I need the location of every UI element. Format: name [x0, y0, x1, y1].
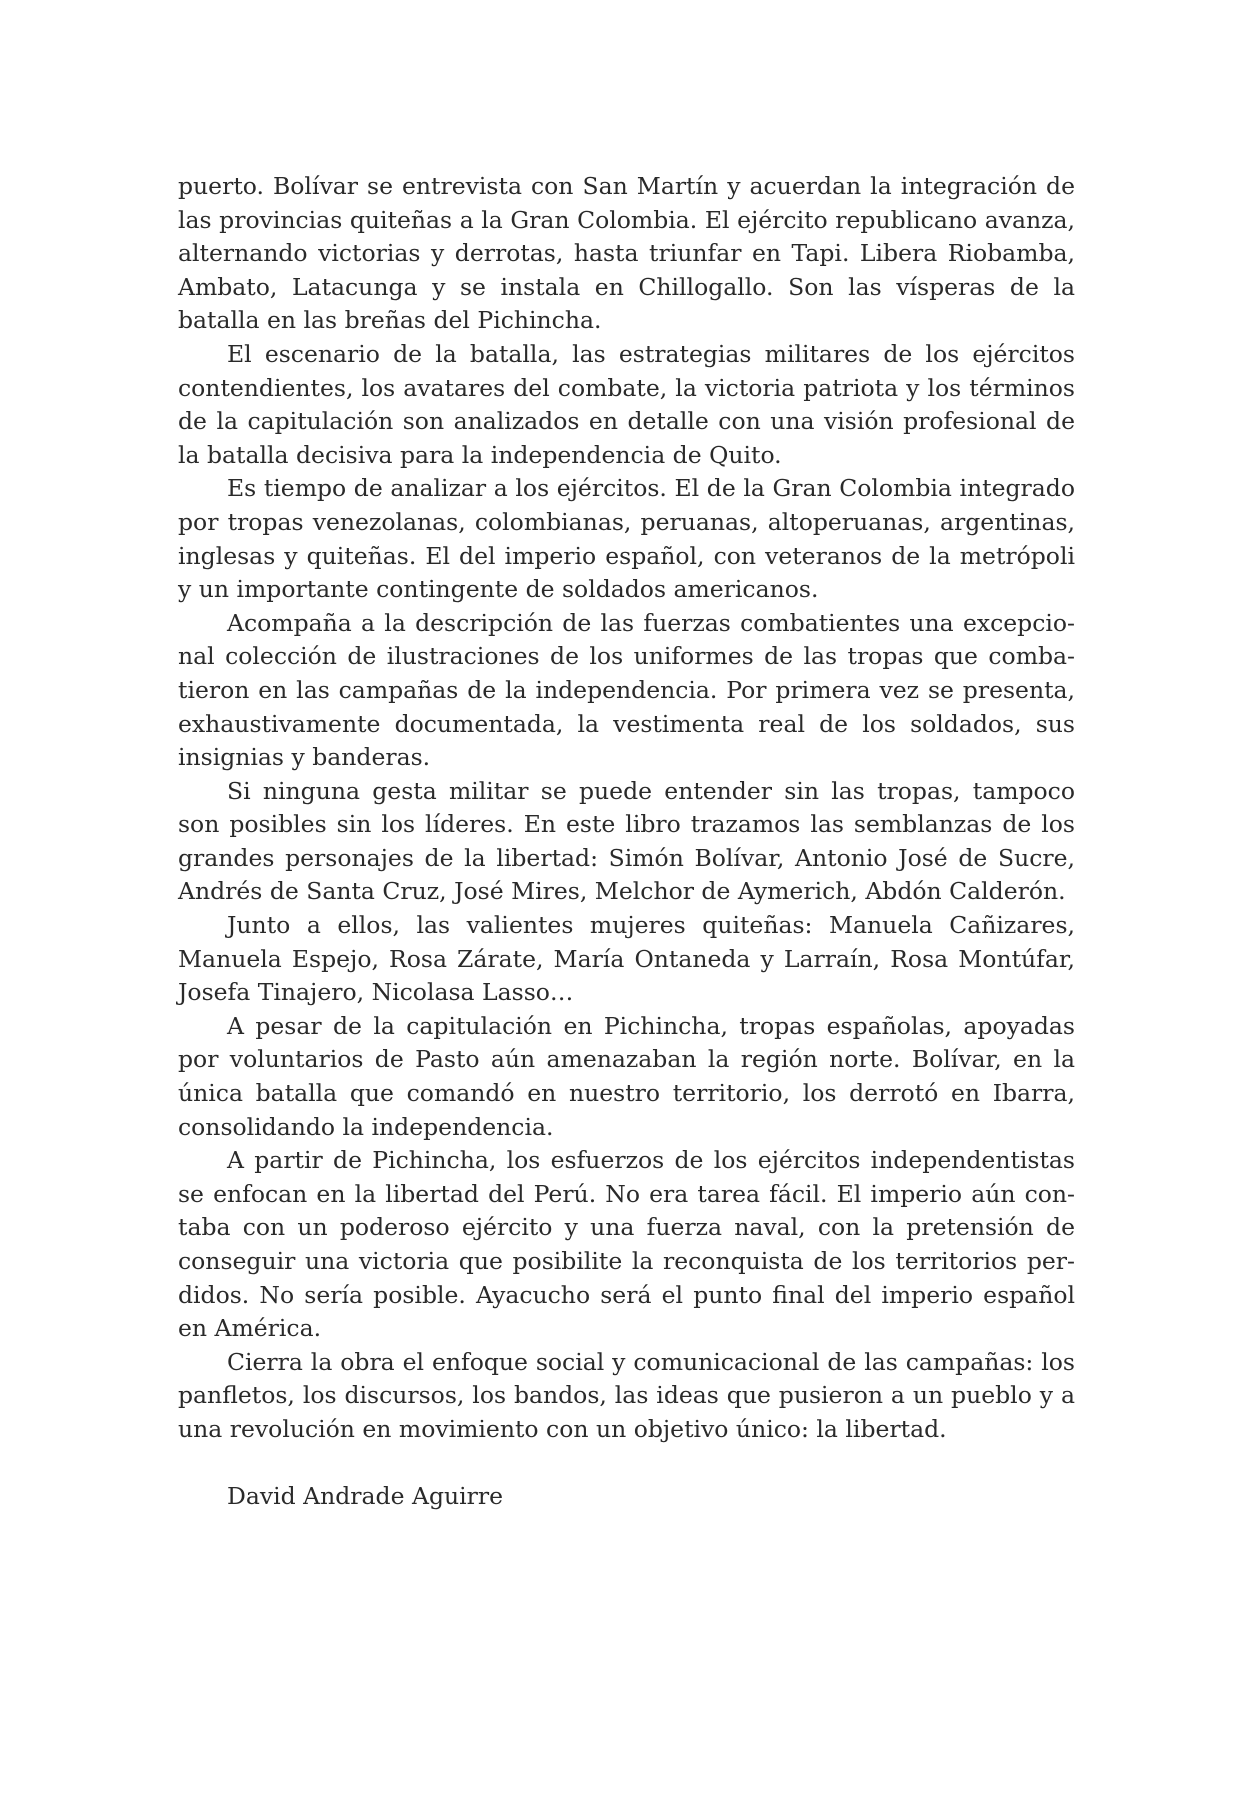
paragraph-9: Cierra la obra el enfoque social y comunicacional de las campañas: los panfletos, los discursos, los bandos, las ideas que pusieron a un pueblo y a una revolución en movimiento con un objetivo único: la libertad. — [178, 1347, 1075, 1443]
paragraph-3: Es tiempo de analizar a los ejércitos. El de la Gran Colombia integrado por tropas venezolanas, colombianas, peruanas, altoperuanas, argentinas, inglesas y quiteñas. El del imperio español, con veteranos de la metrópoli y un importante contingente de soldados americanos. — [178, 474, 1075, 604]
paragraph-2: El escenario de la batalla, las estrategias militares de los ejércitos contendientes, los avatares del combate, la victoria patriota y los términos de la capitulación son analizados en detalle con una visión profesional de la batalla decisiva para la independencia de Quito. — [178, 339, 1075, 469]
paragraph-6: Junto a ellos, las valientes mujeres quiteñas: Manuela Cañizares, Manuela Espejo, Rosa Zárate, María Ontaneda y Larraín, Rosa Montúfar, Josefa Tinajero, Nicolasa Lasso… — [178, 911, 1075, 1007]
paragraph-4: Acompaña a la descripción de las fuerzas combatientes una excepcional colección de ilustraciones de los uniformes de las tropas que combatieron en las campañas de la independencia. Por primera vez se presenta, exhaustivamente documentada, la vestimenta real de los soldados, sus insignias y banderas. — [178, 608, 1075, 772]
paragraph-5: Si ninguna gesta militar se puede entender sin las tropas, tampoco son posibles sin los líderes. En este libro trazamos las semblanzas de los grandes personajes de la libertad: Simón Bolívar, Antonio José de Sucre, Andrés de Santa Cruz, José Mires, Melchor de Aymerich, Abdón Calderón. — [178, 776, 1075, 906]
paragraph-7: A pesar de la capitulación en Pichincha, tropas españolas, apoyadas por voluntarios de Pasto aún amenazaban la región norte. Bolívar, en la única batalla que comandó en nuestro territorio, los derrotó en Ibarra, consolidando la independencia. — [178, 1011, 1075, 1141]
paragraph-8: A partir de Pichincha, los esfuerzos de los ejércitos independentistas se enfocan en la libertad del Perú. No era tarea fácil. El imperio aún contaba con un poderoso ejército y una fuerza naval, con la pretensión de conseguir una victoria que posibilite la reconquista de los territorios perdidos. No sería posible. Ayacucho será el punto final del imperio español en América. — [178, 1146, 1075, 1343]
author-signature: David Andrade Aguirre — [227, 1481, 504, 1510]
page-body — [178, 170, 1075, 1513]
paragraph-1: puerto. Bolívar se entrevista con San Martín y acuerdan la integración de las provincias quiteñas a la Gran Colombia. El ejército republicano avanza, alternando victorias y derrotas, hasta triunfar en Tapi. Libera Riobamba, Ambato, Latacunga y se instala en Chillogallo. Son las vísperas de la batalla en las breñas del Pichincha. — [178, 172, 1075, 335]
